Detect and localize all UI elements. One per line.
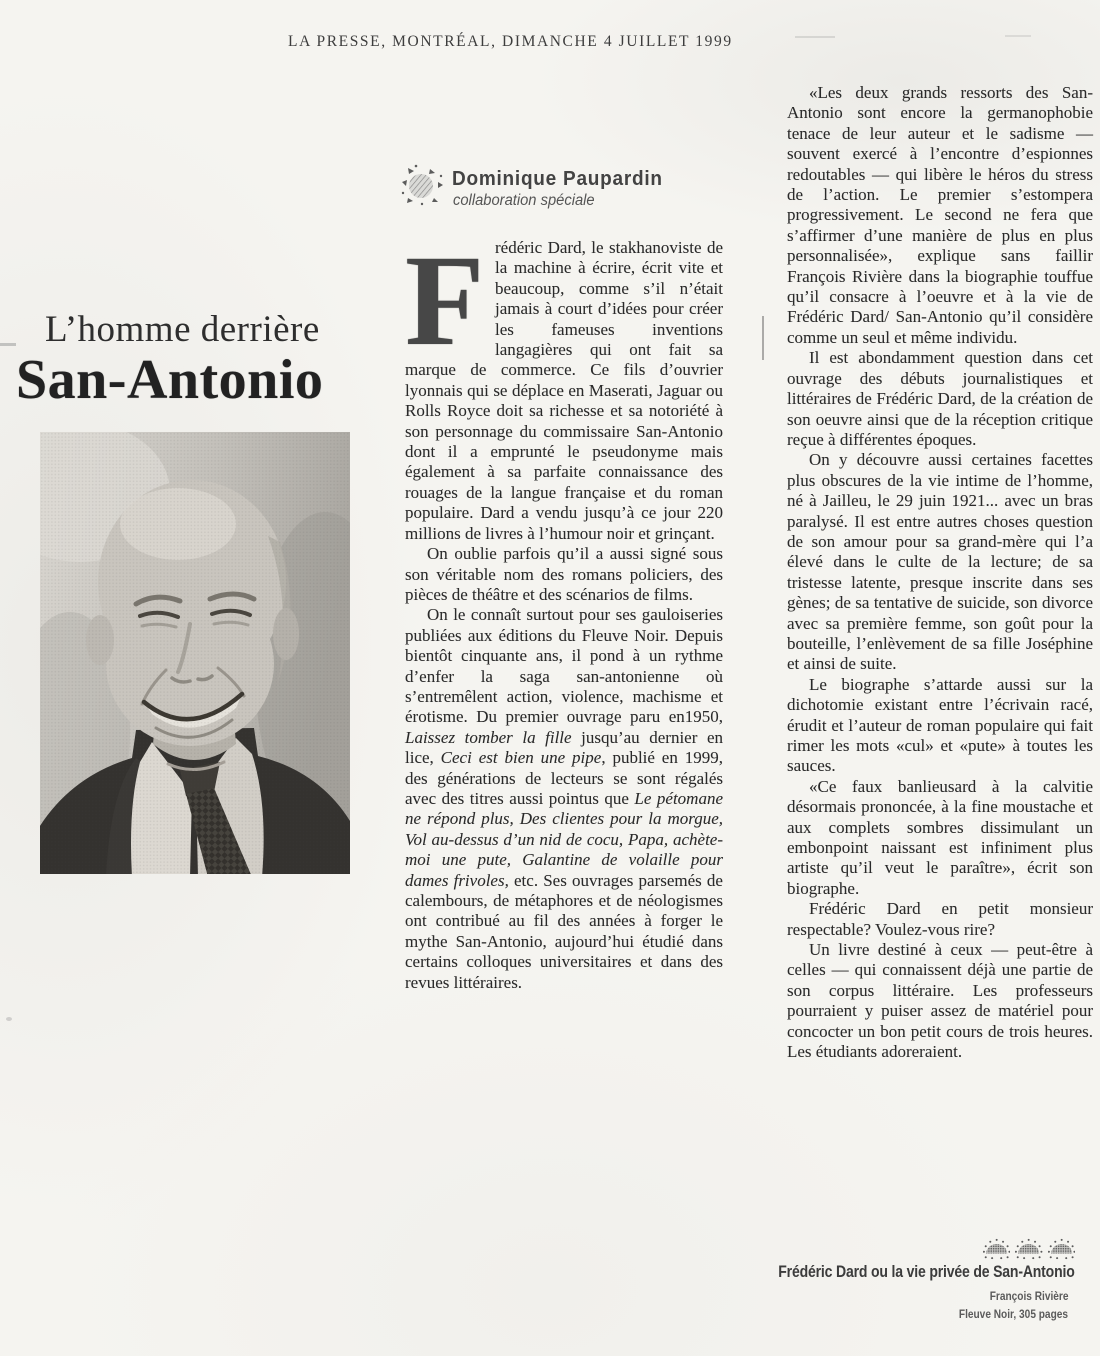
article-column-2: [787, 83, 1093, 1063]
book-rating-icons: [983, 1237, 1075, 1263]
dropcap-letter: F: [405, 229, 485, 373]
scan-artifact: [795, 36, 835, 38]
paragraph: On oublie parfois qu’il a aussi signé sous son véritable nom des romans policiers, des pièces de théâtre et des scénarios de films.: [405, 544, 723, 604]
paragraph: On le connaît surtout pour ses gauloiseries publiées aux éditions du Fleuve Noir. Depuis bientôt cinquante ans, il pond à un rythme d’enfer la saga san-antonienne où s’entremêlent action, violence, machisme et érotisme. Du premier ouvrage paru en1950, Laissez tomber la fille jusqu’au dernier en lice, Ceci est bien une pipe, publié en 1999, des générations de lecteurs se sont régalés avec des titres aussi pointus que Le pétomane ne répond plus, Des clientes pour la morgue, Vol au-dessus d’un nid de cocu, Papa, achète-moi une pute, Galantine de volaille pour dames frivoles, etc. Ses ouvrages parsemés de calembours, de métaphores et de néologismes ont contribué au fil des années à forger le mythe San-Antonio, aujourd’hui étudié dans certains colloques universitaires et dans des revues littéraires.: [405, 605, 724, 992]
headline-title: San-Antonio: [16, 349, 324, 411]
byline-role: collaboration spéciale: [453, 192, 595, 209]
byline-author: Dominique Paupardin: [452, 168, 663, 190]
scan-artifact: [0, 343, 16, 346]
scan-artifact: [1005, 35, 1031, 37]
paragraph: «Les deux grands ressorts des San-Antonio sont encore la germanophobie tenace de leur auteur et le sadisme — souvent exercé à l’encontre d’espionnes redoutables — qui libère le héros du stress de l’action. Le premier s’estompera progressivement. Le second ne fera que s’affirmer d’une manière de plus en plus personnalisée», explique sans faillir François Rivière dans la biographie touffue qu’il consacre à l’oeuvre et à la vie de Frédéric Dard/ San-Antonio qu’il considère comme un seul et même individu.: [787, 83, 1093, 347]
scan-artifact: [6, 1017, 12, 1021]
masthead: LA PRESSE, MONTRÉAL, DIMANCHE 4 JUILLET 1999: [288, 33, 733, 50]
paragraph: Il est abondamment question dans cet ouvrage des débuts journalistiques et littéraires de Frédéric Dard, de la création de son oeuvre ainsi que de la réception critique reçue à différentes époques.: [787, 348, 1093, 449]
paragraph: Frédéric Dard en petit monsieur respectable? Voulez-vous rire?: [787, 899, 1093, 939]
paragraph: Un livre destiné à ceux — peut-être à celles — qui connaissent déjà une partie de son corpus littéraire. Les professeurs pourraient y puiser assez de matériel pour concocter un bon petit cours de trois heures. Les étudiants adoreraient.: [787, 940, 1093, 1062]
book-author: François Rivière: [989, 1291, 1068, 1303]
sun-icon: [1048, 1237, 1075, 1261]
headline-kicker: L’homme derrière: [45, 309, 320, 350]
paragraph: rédéric Dard, le stakhanoviste de la machine à écrire, écrit vite et beaucoup, comme s’il n’était jamais à court d’idées pour créer les fameuses inventions langagières qui ont fait sa marque de commerce. Ce fils d’ouvrier lyonnais qui se déplace en Maserati, Jaguar ou Rolls Royce doit sa richesse et sa notoriété à son personnage du commissaire San-Antonio dont il a emprunté le pseudonyme mais également à sa parfaite connaissance des rouages de la langue française et du roman populaire. Dard a vendu jusqu’à ce jour 220 millions de livres à l’humour noir et grinçant.: [405, 238, 723, 543]
column-2-paragraphs: [787, 83, 1093, 1063]
sun-icon: [1015, 1237, 1042, 1261]
scan-artifact: [762, 316, 764, 360]
book-title: Frédéric Dard ou la vie privée de San-Antonio: [778, 1263, 1075, 1281]
portrait-photo: [40, 432, 350, 874]
paragraph: Le biographe s’attarde aussi sur la dichotomie existant entre l’écrivain racé, érudit et l’auteur de roman populaire qui fait rimer les mots «cul» et «pute» à toutes les sauces.: [787, 674, 1093, 776]
article-column-1: [405, 229, 724, 993]
book-publisher: Fleuve Noir, 305 pages: [958, 1309, 1068, 1321]
sun-icon: [983, 1237, 1010, 1261]
sun-icon: [400, 162, 446, 208]
paragraph: On y découvre aussi certaines facettes plus obscures de la vie intime de l’homme, né à Jailleu, le 29 juin 1921... avec un bras paralysé. Il est entre autres choses question de son amour pour sa grand-mère qui l’a élevé dans le culte de la lecture; de sa tristesse latente, presque inscrite dans ses gènes; de sa tentative de suicide, son divorce avec sa première femme, son goût pour la bouteille, l’enlèvement de sa fille Joséphine et ainsi de suite.: [787, 450, 1093, 674]
paragraph: «Ce faux banlieusard à la calvitie désormais prononcée, à la fine moustache et aux complets sombres dissimulant un embonpoint naissant est infiniment plus artiste qu’il veut le paraître», écrit son biographe.: [787, 776, 1093, 898]
